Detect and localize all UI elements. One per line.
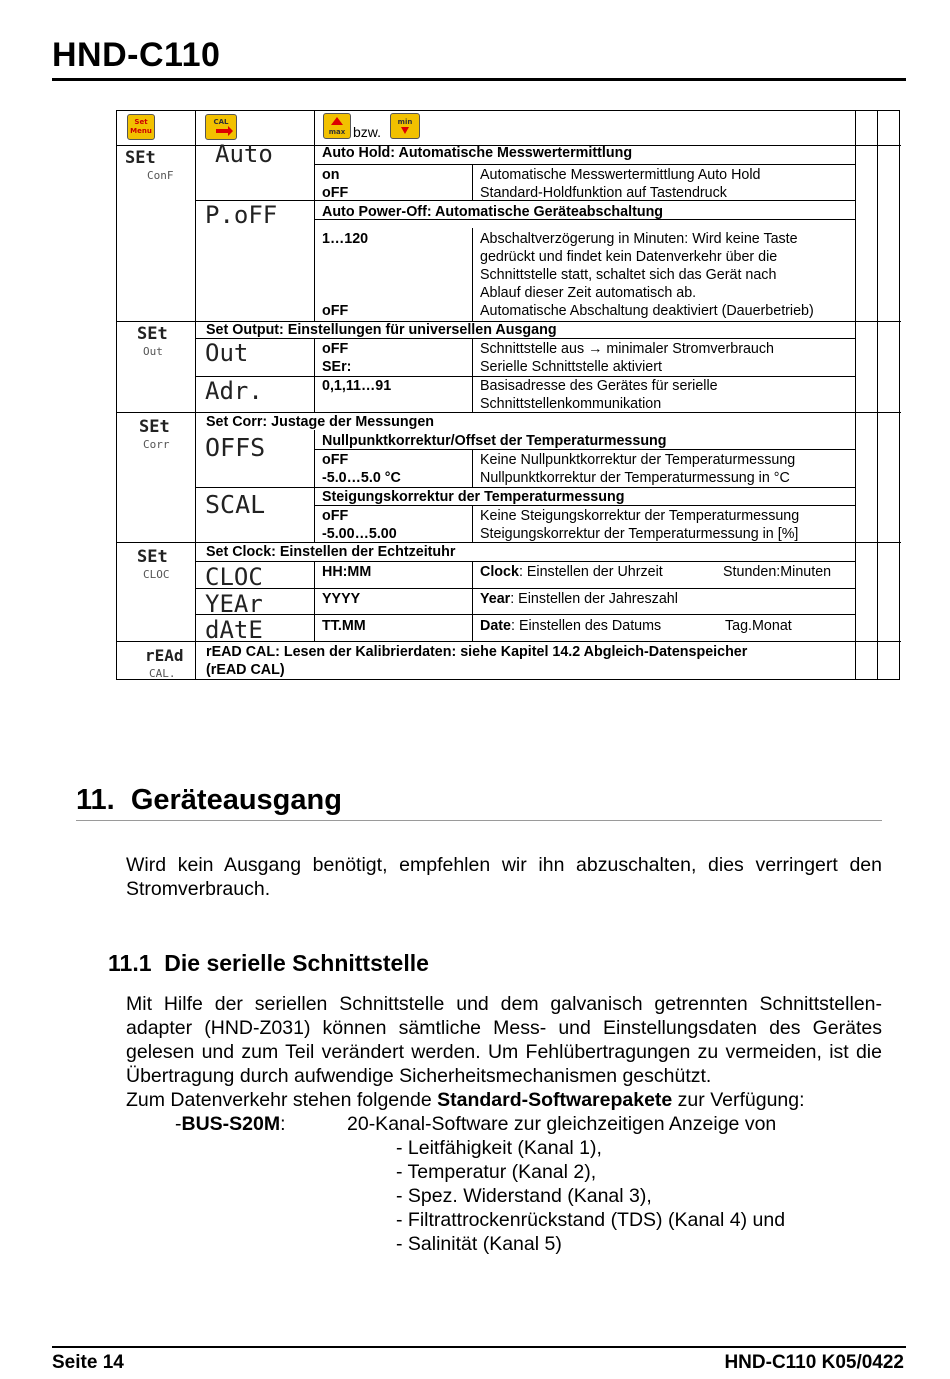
lcd-cloc-icon: [203, 560, 313, 588]
table-col-line: [314, 111, 315, 145]
footer-doc-id: HND-C110 K05/0422: [724, 1352, 904, 1373]
settings-table: [116, 110, 900, 680]
clock-desc-text: : Einstellen der Uhrzeit: [518, 564, 663, 580]
svg-text:P.oFF: P.oFF: [205, 201, 278, 227]
lcd-set-conf-icon: [123, 147, 185, 183]
date-desc-bold: Date: [480, 618, 511, 634]
software-intro-bold: Standard-Softwarepakete: [437, 1089, 673, 1111]
svg-text:min: min: [397, 118, 413, 126]
scal-title: Steigungskorrektur der Temperaturmessung: [322, 489, 625, 505]
set-corr-title: Set Corr: Justage der Messungen: [206, 414, 435, 430]
table-col-line: [472, 164, 473, 200]
lcd-out-icon: [203, 337, 313, 365]
channel-item: - Temperatur (Kanal 2),: [396, 1161, 597, 1183]
poff-desc-line-2: gedrückt und findet kein Datenverkehr über die: [480, 249, 778, 265]
table-col-line: [877, 111, 878, 680]
clock-desc: [480, 563, 663, 581]
poff-desc-line-3: Schnittstelle statt, schaltet sich das Gerät nach: [480, 267, 777, 283]
auto-on-value: on: [322, 167, 340, 183]
svg-text:SEt: SEt: [125, 148, 156, 168]
scal-off-desc: Keine Steigungskorrektur der Temperaturmessung: [480, 508, 800, 524]
lcd-poff-icon: [203, 199, 313, 227]
table-row-line: [314, 164, 855, 165]
table-col-line: [314, 430, 315, 542]
svg-text:YEAr: YEAr: [205, 590, 263, 615]
channel-item: - Spez. Widerstand (Kanal 3),: [396, 1185, 652, 1207]
lcd-read-cal-icon: [123, 643, 185, 681]
channel-item: - Leitfähigkeit (Kanal 1),: [396, 1137, 602, 1159]
svg-text:Menu: Menu: [130, 127, 152, 135]
lcd-set-out-icon: [123, 321, 185, 361]
bus-name: BUS-S20M: [181, 1113, 281, 1135]
year-desc-bold: Year: [480, 591, 511, 607]
svg-text:SEt: SEt: [139, 417, 170, 437]
section-11-heading: 11. Geräteausgang: [76, 784, 342, 816]
svg-text:SCAL: SCAL: [205, 490, 266, 518]
offs-off-desc: Keine Nullpunktkorrektur der Temperaturmessung: [480, 452, 796, 468]
lcd-offs-icon: [203, 429, 313, 461]
title-rule: [52, 78, 906, 81]
out-off-value: oFF: [322, 341, 349, 357]
scal-range-desc: Steigungskorrektur der Temperaturmessung in [%]: [480, 526, 799, 542]
document-title: HND-C110: [52, 36, 221, 74]
svg-text:SEt: SEt: [137, 324, 168, 344]
auto-hold-title: Auto Hold: Automatische Messwertermittlung: [322, 145, 633, 161]
adr-desc-line-2: Schnittstellenkommunikation: [480, 396, 662, 412]
poff-range: 1…120: [322, 231, 369, 247]
adr-desc-line-1: Basisadresse des Gerätes für serielle: [480, 378, 718, 394]
lcd-set-cloc-icon: [123, 544, 185, 584]
auto-off-value: oFF: [322, 185, 349, 201]
poff-title: Auto Power-Off: Automatische Geräteabschaltung: [322, 204, 664, 220]
table-col-line: [472, 561, 473, 641]
lcd-year-icon: [203, 587, 313, 615]
cal-key-icon: [205, 114, 237, 140]
offs-range-desc: Nullpunktkorrektur der Temperaturmessung in °C: [480, 470, 790, 486]
table-col-line: [472, 338, 473, 412]
software-intro: [126, 1088, 805, 1112]
year-value: YYYY: [322, 591, 361, 607]
table-col-line: [195, 111, 196, 680]
offs-off-value: oFF: [322, 452, 349, 468]
date-value: TT.MM: [322, 618, 366, 634]
bus-prefix: -: [175, 1113, 182, 1135]
svg-text:CLOC: CLOC: [143, 568, 170, 581]
lcd-date-icon: [203, 613, 313, 641]
svg-text:Auto: Auto: [215, 140, 273, 166]
table-col-line: [472, 228, 473, 321]
svg-text:CAL.: CAL.: [149, 667, 176, 680]
poff-off-desc: Automatische Abschaltung deaktiviert (Dauerbetrieb): [480, 303, 814, 319]
lcd-scal-icon: [203, 486, 313, 518]
table-col-line: [855, 111, 856, 680]
out-ser-value: SEr:: [322, 359, 352, 375]
svg-text:ConF: ConF: [147, 169, 174, 182]
table-col-line: [314, 145, 315, 219]
svg-text:CLOC: CLOC: [205, 563, 263, 588]
footer-rule: [52, 1346, 906, 1348]
channel-item: - Filtrattrockenrückstand (TDS) (Kanal 4) und: [396, 1209, 786, 1231]
lcd-adr-icon: [203, 375, 313, 405]
set-clock-title: Set Clock: Einstellen der Echtzeituhr: [206, 544, 456, 560]
auto-on-desc: Automatische Messwertermittlung Auto Hold: [480, 167, 761, 183]
svg-text:Corr: Corr: [143, 438, 170, 451]
year-desc-text: : Einstellen der Jahreszahl: [510, 591, 678, 607]
svg-text:Adr.: Adr.: [205, 377, 263, 405]
software-intro-b: zur Verfügung:: [672, 1089, 805, 1111]
section-11-1-paragraph: Mit Hilfe der seriellen Schnittstelle und dem galvanisch getrennten Schnittstellen-adapter (HND-Z031) können sämtliche Mess- und Einstellungsdaten des Gerätes gelesen und zum Teil verändert werden. Um Fehlübertragungen zu vermeiden, ist die Übertragung durch aufwendige Sicherheitsmechanismen geschützt.: [126, 993, 882, 1087]
offs-range: -5.0…5.0 °C: [322, 470, 401, 486]
clock-desc-bold: Clock: [480, 564, 519, 580]
out-off-desc: Schnittstelle aus → minimaler Stromverbrauch: [480, 341, 774, 357]
section-11-paragraph: Wird kein Ausgang benötigt, empfehlen wir ihn abzuschalten, dies verringert den Stromverbrauch.: [126, 854, 882, 900]
clock-unit: Stunden:Minuten: [723, 564, 832, 580]
section-11-1-heading: 11.1 Die serielle Schnittstelle: [108, 950, 429, 976]
svg-text:rEAd: rEAd: [145, 646, 184, 665]
min-key-icon: [390, 113, 420, 139]
table-col-line: [472, 505, 473, 542]
bus-software-label: [175, 1112, 286, 1136]
channel-item: - Salinität (Kanal 5): [396, 1233, 562, 1255]
table-col-line: [314, 338, 315, 412]
svg-text:OFFS: OFFS: [205, 433, 266, 461]
table-col-line: [314, 561, 315, 641]
svg-text:SEt: SEt: [137, 547, 168, 567]
svg-text:Set: Set: [134, 118, 148, 126]
offs-title: Nullpunktkorrektur/Offset der Temperaturmessung: [322, 433, 667, 449]
poff-off-value: oFF: [322, 303, 349, 319]
clock-value: HH:MM: [322, 564, 372, 580]
read-cal-line-2: (rEAD CAL): [206, 662, 285, 678]
lcd-set-corr-icon: [123, 414, 185, 454]
out-ser-desc: Serielle Schnittstelle aktiviert: [480, 359, 662, 375]
table-col-line: [472, 449, 473, 487]
adr-range: 0,1,11…91: [322, 378, 392, 394]
max-key-icon: [323, 113, 351, 139]
svg-text:dAtE: dAtE: [205, 616, 263, 641]
bus-software-desc: 20-Kanal-Software zur gleichzeitigen Anzeige von: [347, 1113, 777, 1135]
poff-desc-line-4: Ablauf dieser Zeit automatisch ab.: [480, 285, 697, 301]
date-desc-text: : Einstellen des Datums: [511, 618, 662, 634]
auto-off-desc: Standard-Holdfunktion auf Tastendruck: [480, 185, 727, 201]
set-output-title: Set Output: Einstellungen für universellen Ausgang: [206, 322, 557, 338]
date-desc: [480, 617, 661, 635]
bus-colon: :: [280, 1113, 286, 1135]
software-intro-a: Zum Datenverkehr stehen folgende: [126, 1089, 438, 1111]
or-text: bzw.: [353, 124, 382, 140]
poff-desc-line-1: Abschaltverzögerung in Minuten: Wird keine Taste: [480, 231, 798, 247]
table-col-line: [314, 219, 315, 321]
svg-text:max: max: [328, 128, 346, 136]
date-unit: Tag.Monat: [725, 618, 792, 634]
footer-page-number: Seite 14: [52, 1352, 124, 1373]
read-cal-line-1: rEAD CAL: Lesen der Kalibrierdaten: siehe Kapitel 14.2 Abgleich-Datenspeicher: [206, 644, 748, 660]
scal-range: -5.00…5.00: [322, 526, 397, 542]
svg-text:CAL: CAL: [213, 118, 229, 126]
section-rule: [76, 820, 882, 821]
table-row-line: [117, 641, 901, 642]
scal-off-value: oFF: [322, 508, 349, 524]
lcd-auto-icon: [201, 140, 311, 166]
svg-text:Out: Out: [143, 345, 163, 358]
svg-text:Out: Out: [205, 339, 249, 365]
set-menu-key-icon: [127, 114, 155, 140]
year-desc: [480, 590, 678, 608]
